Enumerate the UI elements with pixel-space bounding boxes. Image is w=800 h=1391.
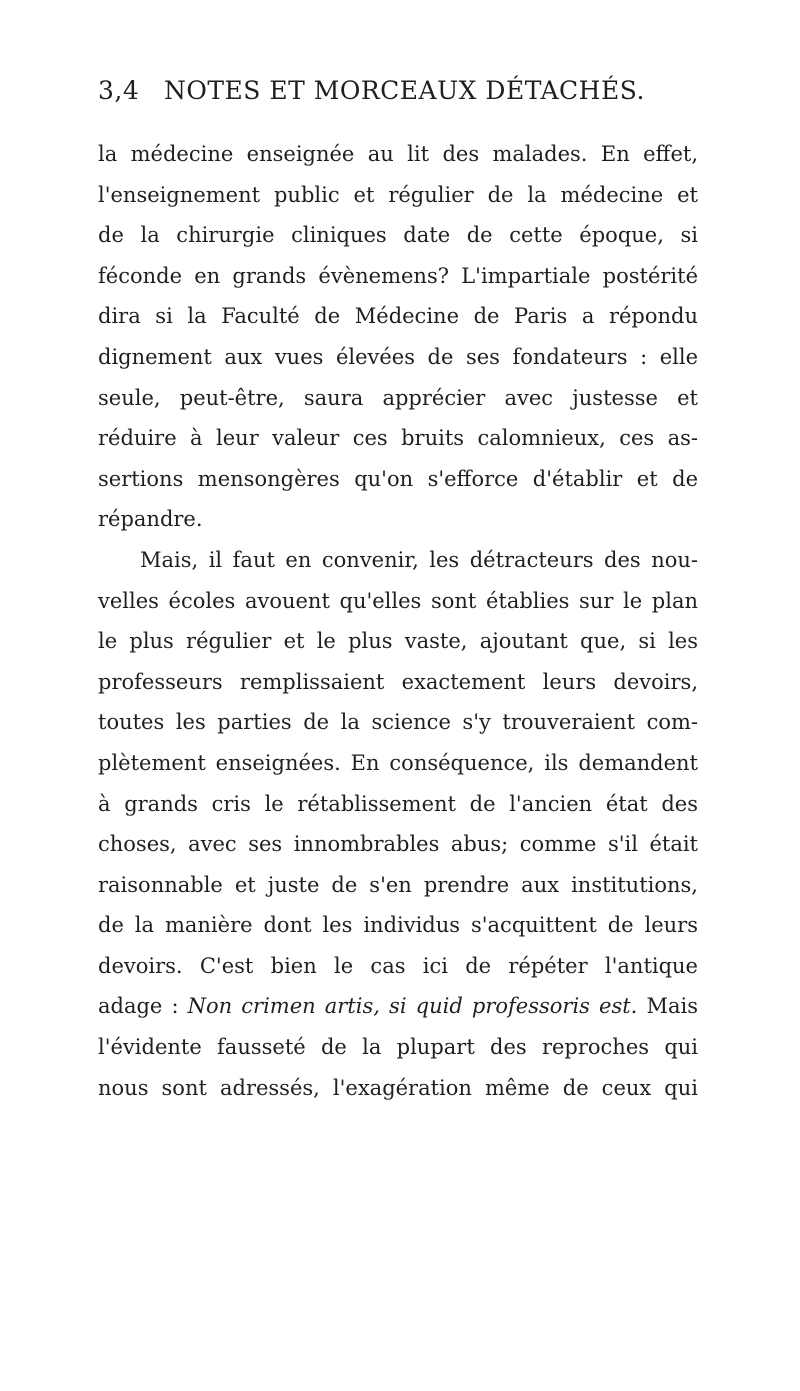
text-line: nous sont adressés, l'exagération même de ceux qui: [98, 1075, 698, 1100]
text-line: toutes les parties de la science s'y trouveraient com-: [98, 710, 698, 735]
latin-adage: Non crimen artis, si quid professoris est.: [187, 994, 638, 1019]
running-title: NOTES ET MORCEAUX DÉTACHÉS.: [164, 76, 645, 105]
text-line: à grands cris le rétablissement de l'ancien état des: [98, 791, 698, 816]
paragraph-end-line: répandre.: [98, 507, 203, 532]
adage-intro: adage :: [98, 994, 188, 1019]
text-line: la médecine enseignée au lit des malades. En effet,: [98, 142, 698, 166]
text-line: dira si la Faculté de Médecine de Paris a répondu: [98, 304, 698, 329]
text-line: féconde en grands évènemens? L'impartiale postérité: [98, 263, 698, 288]
paragraph-start-line: Mais, il faut en convenir, les détracteurs des nou-: [140, 547, 698, 572]
text-line: de la manière dont les individus s'acquittent de leurs: [98, 913, 698, 938]
text-line: professeurs remplissaient exactement leurs devoirs,: [98, 669, 698, 694]
text-line: raisonnable et juste de s'en prendre aux institutions,: [98, 872, 698, 897]
text-line: seule, peut-être, saura apprécier avec justesse et: [98, 385, 698, 410]
text-line: l'évidente fausseté de la plupart des reproches qui: [98, 1035, 698, 1060]
adage-continuation: Mais: [637, 994, 698, 1019]
text-line: choses, avec ses innombrables abus; comme s'il était: [98, 832, 698, 857]
text-line: devoirs. C'est bien le cas ici de répéter l'antique: [98, 953, 698, 978]
adage-line: [98, 986, 698, 1027]
text-line: plètement enseignées. En conséquence, ils demandent: [98, 750, 698, 775]
page-header: [98, 76, 698, 116]
page-number: 3,4: [98, 76, 140, 105]
text-line: dignement aux vues élevées de ses fondateurs : elle: [98, 344, 698, 369]
text-line: velles écoles avouent qu'elles sont établies sur le plan: [98, 588, 698, 613]
text-line: réduire à leur valeur ces bruits calomnieux, ces as-: [98, 426, 698, 451]
text-line: l'enseignement public et régulier de la médecine et: [98, 182, 698, 207]
text-line: le plus régulier et le plus vaste, ajoutant que, si les: [98, 629, 698, 654]
text-line: sertions mensongères qu'on s'efforce d'établir et de: [98, 466, 698, 491]
body-text: [98, 134, 698, 1108]
text-line: de la chirurgie cliniques date de cette époque, si: [98, 223, 698, 248]
